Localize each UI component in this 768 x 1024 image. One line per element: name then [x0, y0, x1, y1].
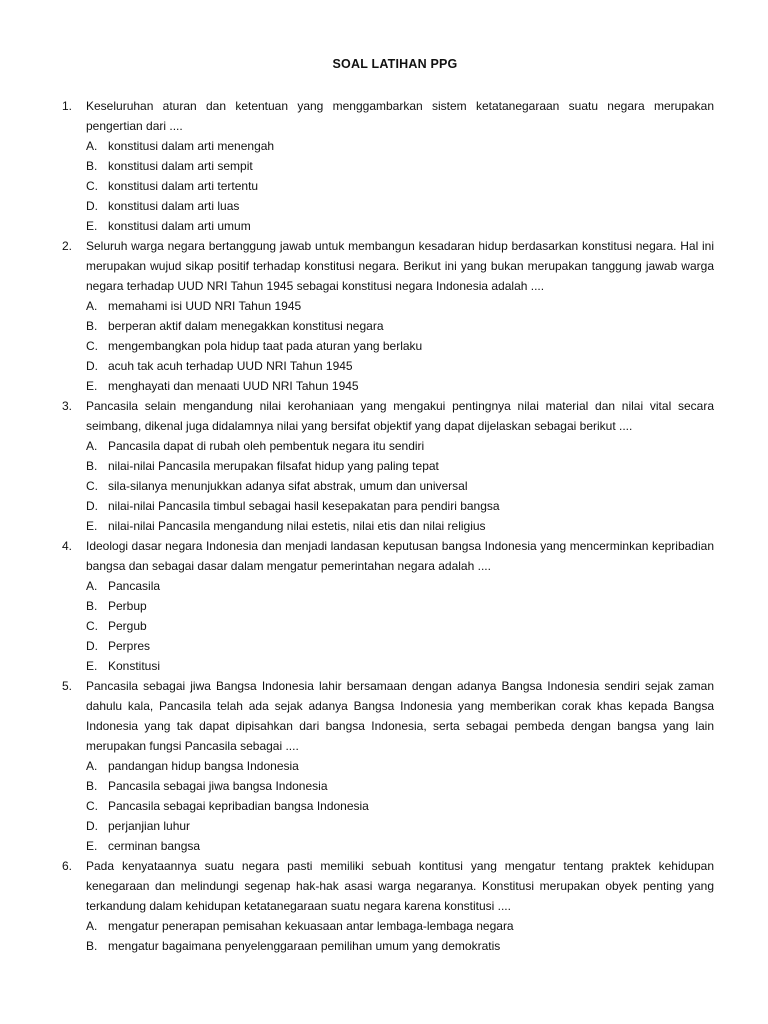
answer-option — [86, 196, 714, 216]
question-item — [62, 396, 714, 536]
option-letter: C. — [86, 339, 98, 353]
option-letter: E. — [86, 659, 98, 673]
question-item — [62, 236, 714, 396]
option-list — [86, 436, 714, 536]
answer-option — [86, 476, 714, 496]
question-text: Keseluruhan aturan dan ketentuan yang menggambarkan sistem ketatanegaraan suatu negara merupakan pengertian dari .... — [86, 99, 714, 133]
option-list — [86, 296, 714, 396]
question-text: Seluruh warga negara bertanggung jawab untuk membangun kesadaran hidup berdasarkan konstitusi negara. Hal ini merupakan wujud sikap positif terhadap konstitusi negara. Berikut ini yang bukan merupakan tanggung jawab warga negara terhadap UUD NRI Tahun 1945 sebagai konstitusi negara Indonesia adalah .... — [86, 239, 714, 293]
answer-option — [86, 376, 714, 396]
option-letter: B. — [86, 599, 98, 613]
option-letter: D. — [86, 359, 98, 373]
option-text: nilai-nilai Pancasila timbul sebagai hasil kesepakatan para pendiri bangsa — [108, 499, 500, 513]
question-number: 4. — [62, 539, 73, 553]
option-text: menghayati dan menaati UUD NRI Tahun 1945 — [108, 379, 359, 393]
answer-option — [86, 296, 714, 316]
answer-option — [86, 336, 714, 356]
option-letter: D. — [86, 499, 98, 513]
question-item — [62, 856, 714, 956]
question-text: Pada kenyataannya suatu negara pasti memiliki sebuah kontitusi yang mengatur tentang praktek kehidupan kenegaraan dan melindungi segenap hak-hak asasi warga negaranya. Konstitusi merupakan obyek penting yang terkandung dalam kehidupan ketatanegaraan suatu negara karena konstitusi .... — [86, 859, 714, 913]
option-text: Perpres — [108, 639, 151, 653]
option-letter: C. — [86, 799, 98, 813]
option-text: mengatur penerapan pemisahan kekuasaan antar lembaga-lembaga negara — [108, 919, 514, 933]
option-letter: C. — [86, 479, 98, 493]
option-text: Pergub — [108, 619, 147, 633]
option-letter: E. — [86, 519, 98, 533]
question-text: Ideologi dasar negara Indonesia dan menjadi landasan keputusan bangsa Indonesia yang mencerminkan kepribadian bangsa dan sebagai dasar dalam mengatur pemerintahan negara adalah .... — [86, 539, 714, 573]
option-letter: D. — [86, 639, 98, 653]
answer-option — [86, 456, 714, 476]
option-text: memahami isi UUD NRI Tahun 1945 — [108, 299, 302, 313]
question-item — [62, 536, 714, 676]
option-letter: A. — [86, 299, 98, 313]
option-text: konstitusi dalam arti menengah — [108, 139, 275, 153]
answer-option — [86, 216, 714, 236]
answer-option — [86, 136, 714, 156]
option-text: nilai-nilai Pancasila mengandung nilai estetis, nilai etis dan nilai religius — [108, 519, 486, 533]
answer-option — [86, 816, 714, 836]
option-text: Pancasila sebagai jiwa bangsa Indonesia — [108, 779, 328, 793]
option-letter: A. — [86, 759, 98, 773]
option-list — [86, 136, 714, 236]
answer-option — [86, 596, 714, 616]
answer-option — [86, 436, 714, 456]
option-text: konstitusi dalam arti tertentu — [108, 179, 259, 193]
question-text: Pancasila selain mengandung nilai kerohaniaan yang mengakui pentingnya nilai material dan nilai vital secara seimbang, dikenal juga didalamnya nilai yang bersifat objektif yang dapat dijelaskan sebagai berikut .... — [86, 399, 714, 433]
answer-option — [86, 756, 714, 776]
option-letter: A. — [86, 439, 98, 453]
option-letter: B. — [86, 779, 98, 793]
answer-option — [86, 576, 714, 596]
option-text: Konstitusi — [108, 659, 161, 673]
option-letter: E. — [86, 219, 98, 233]
option-list — [86, 756, 714, 856]
option-letter: B. — [86, 319, 98, 333]
page-title: SOAL LATIHAN PPG — [332, 57, 458, 71]
question-text: Pancasila sebagai jiwa Bangsa Indonesia lahir bersamaan dengan adanya Bangsa Indonesia sendiri sejak zaman dahulu kala, Pancasila telah ada sejak adanya Bangsa Indonesia yang memberikan corak khas kepada Bangsa Indonesia yang tak dapat dipisahkan dari bangsa Indonesia, serta sebagai pembeda dengan bangsa yang lain merupakan fungsi Pancasila sebagai .... — [86, 679, 714, 753]
option-text: mengatur bagaimana penyelenggaraan pemilihan umum yang demokratis — [108, 939, 501, 953]
answer-option — [86, 156, 714, 176]
option-text: Pancasila — [108, 579, 161, 593]
option-letter: B. — [86, 939, 98, 953]
option-text: perjanjian luhur — [108, 819, 191, 833]
option-text: nilai-nilai Pancasila merupakan filsafat hidup yang paling tepat — [108, 459, 439, 473]
question-item — [62, 96, 714, 236]
option-letter: C. — [86, 619, 98, 633]
option-text: mengembangkan pola hidup taat pada aturan yang berlaku — [108, 339, 423, 353]
option-text: sila-silanya menunjukkan adanya sifat abstrak, umum dan universal — [108, 479, 468, 493]
option-letter: A. — [86, 579, 98, 593]
option-letter: E. — [86, 839, 98, 853]
option-text: acuh tak acuh terhadap UUD NRI Tahun 1945 — [108, 359, 353, 373]
question-number: 6. — [62, 859, 73, 873]
option-text: konstitusi dalam arti sempit — [108, 159, 253, 173]
answer-option — [86, 496, 714, 516]
answer-option — [86, 656, 714, 676]
option-letter: E. — [86, 379, 98, 393]
option-text: Perbup — [108, 599, 147, 613]
option-text: cerminan bangsa — [108, 839, 201, 853]
question-item — [62, 676, 714, 856]
question-number: 1. — [62, 99, 73, 113]
option-text: konstitusi dalam arti umum — [108, 219, 251, 233]
answer-option — [86, 776, 714, 796]
option-text: berperan aktif dalam menegakkan konstitusi negara — [108, 319, 384, 333]
option-list — [86, 916, 714, 956]
answer-option — [86, 636, 714, 656]
option-letter: D. — [86, 819, 98, 833]
option-letter: A. — [86, 139, 98, 153]
option-text: Pancasila dapat di rubah oleh pembentuk negara itu sendiri — [108, 439, 425, 453]
option-list — [86, 576, 714, 676]
option-letter: B. — [86, 459, 98, 473]
answer-option — [86, 916, 714, 936]
option-letter: D. — [86, 199, 98, 213]
option-letter: B. — [86, 159, 98, 173]
option-text: pandangan hidup bangsa Indonesia — [108, 759, 299, 773]
question-list — [62, 96, 714, 956]
answer-option — [86, 316, 714, 336]
answer-option — [86, 356, 714, 376]
question-number: 5. — [62, 679, 73, 693]
answer-option — [86, 176, 714, 196]
question-number: 3. — [62, 399, 73, 413]
answer-option — [86, 796, 714, 816]
answer-option — [86, 516, 714, 536]
answer-option — [86, 936, 714, 956]
option-letter: A. — [86, 919, 98, 933]
question-number: 2. — [62, 239, 73, 253]
answer-option — [86, 616, 714, 636]
option-text: Pancasila sebagai kepribadian bangsa Indonesia — [108, 799, 369, 813]
option-text: konstitusi dalam arti luas — [108, 199, 240, 213]
answer-option — [86, 836, 714, 856]
option-letter: C. — [86, 179, 98, 193]
